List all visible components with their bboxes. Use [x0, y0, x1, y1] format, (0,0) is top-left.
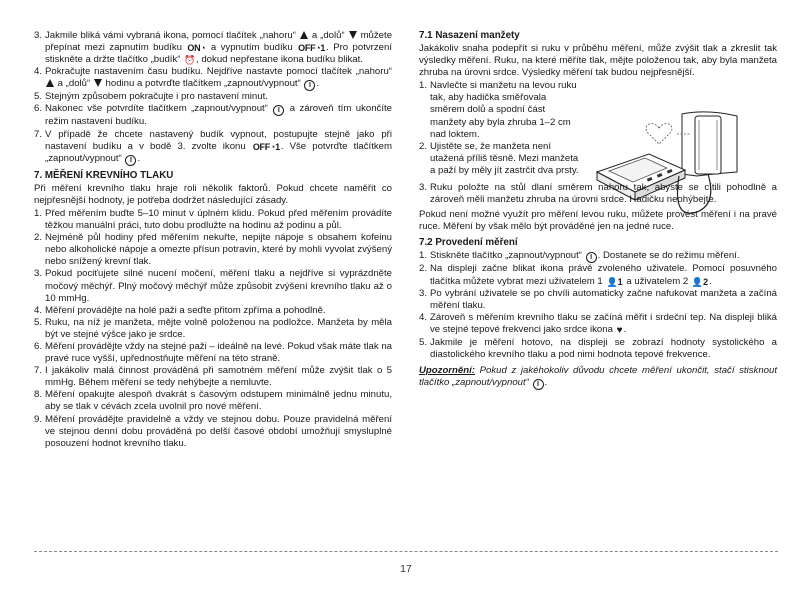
paragraph: Pokud není možné využít pro měření levou ruku, můžete provést měření i na pravé ruce. Měření by však mělo být prováděné jen na jedné ruce.: [419, 209, 777, 233]
user-2-icon: 👤2: [691, 276, 709, 287]
section-intro: Při měření krevního tlaku hraje roli několik faktorů. Pokud chcete naměřit co nejpřesnější hodnoty, je potřeba dodržet následující zásady.: [34, 182, 392, 206]
list-item: 6. Nakonec vše potvrdíte tlačítkem „zapnout/vypnout“ I a zároveň tím ukončíte režim nastavení budíku.: [34, 103, 392, 128]
section-intro: Jakákoliv snaha podepřít si ruku v průběhu měření, může zvýšit tlak a zkreslit tak výsledky měření. Ruku, na které měříte tlak, mějte položenou tak, aby byla manžeta zhruba na úrovni srdce. Výsledky měření tak budou nejpřesnější.: [419, 43, 777, 79]
list-item: 3. Jakmile bliká vámi vybraná ikona, pomocí tlačítek „nahoru“ a „dolů“ můžete přepínat mezi zapnutím budíku ON◔ a vypnutím budíku OFF◔1. Pro potvrzení stiskněte a držte tlačítko „budík“ ⏰, dokud nepřestane ikona budíku blikat.: [34, 30, 393, 66]
cuff-steps-list: [419, 80, 579, 177]
down-arrow-icon: [94, 79, 102, 87]
up-arrow-icon: [300, 31, 308, 39]
list-item: 7. I jakákoliv malá činnost prováděná při samotném měření může zvýšit tlak o 5 mmHg. Během měření se tedy nehýbejte a nemluvte.: [34, 365, 392, 389]
list-item: 8. Měření opakujte alespoň dvakrát s časovým odstupem minimálně jednu minutu, aby se tlak v cévách zcela uvolnil pro nové měření.: [34, 389, 392, 413]
list-item: 4. Zároveň s měřením krevního tlaku se začíná měřit i srdeční tep. Na displeji bliká ve stejné tepové frekvenci jako srdce ikona ♥.: [419, 311, 777, 336]
section-heading: 7.1 Nasazení manžety: [419, 30, 520, 41]
heart-icon: ♥: [616, 324, 623, 336]
list-item: 1. Před měřením buďte 5–10 minut v úplném klidu. Pokud před měřením provádíte těžkou manuální práci, tuto dobu prodlužte na hodinu až podinu a půl.: [34, 207, 392, 232]
alarm-clock-icon: ⏰: [184, 55, 196, 66]
section-heading: 7.2 Provedení měření: [419, 237, 518, 249]
alarm-off-icon: OFF◔1: [298, 43, 326, 54]
power-button-icon: I: [533, 379, 544, 390]
cuff-placement-illustration: [587, 94, 777, 234]
list-item: 1. Stiskněte tlačítko „zapnout/vypnout“ I . Dostanete se do režimu měření.: [419, 250, 740, 262]
list-item: 7. V případě že chcete nastavený budík vypnout, postupujte stejně jako při nastavení budíku a v bodě 3. zvolte ikonu OFF◔1. Vše potvrďte tlačítkem „zapnout/vypnout“ I .: [34, 128, 392, 164]
measurement-rules-list: [34, 208, 392, 450]
list-item: 2. Na displeji začne blikat ikona právě zvoleného uživatele. Pomocí posuvného tlačítka můžete vybrat mezi uživatelem 1 👤1 a uživatelem 2 👤2.: [419, 263, 777, 287]
warning-note: Upozornění: Pokud z jakéhokoliv důvodu chcete měření ukončit, stačí stisknout tlačítko „zapnout/vypnout“ I .: [419, 365, 777, 389]
user-1-icon: 👤1: [606, 276, 623, 287]
cuff-step-3: [419, 182, 777, 206]
list-item: 6. Měření provádějte vždy na stejné paži – ideálně na levé. Pokud však máte tlak na pravé ruce vyšší, upřednostňujte měření na této straně.: [34, 340, 392, 365]
alarm-steps-list: [34, 30, 392, 166]
list-item: 9. Měření provádějte pravidelně a vždy ve stejnou dobu. Pouze pravidelná měření ve stejnou denní dobu prováděná po delší časové období umožňují smysluplné posouzení hodnot krevního tlaku.: [34, 413, 392, 449]
list-item: 5. Stejným způsobem pokračujte i pro nastavení minut.: [34, 91, 268, 103]
left-column: [34, 30, 392, 450]
list-item: 3. Pokud pociťujete silné nucení močení, měření tlaku a nejdříve si vyprázdněte močový měchýř. Plný močový měchýř může způsobit zvýšení krevního tlaku až o 10 mmHg.: [34, 268, 392, 304]
alarm-off-icon: OFF◔1: [252, 141, 280, 152]
up-arrow-icon: [46, 79, 54, 87]
list-item: 4. Pokračujte nastavením času budíku. Nejdříve nastavte pomocí tlačítek „nahoru“ a „dolů“ hodinu a potvrďte tlačítkem „zapnout/vypnout“ I .: [34, 66, 392, 90]
power-button-icon: I: [304, 80, 315, 91]
section-heading: 7. MĚŘENÍ KREVNÍHO TLAKU: [34, 169, 174, 181]
list-item: 2. Nejméně půl hodiny před měřením nekuřte, nepijte nápoje s obsahem kofeinu nebo alkoholické nápoje a omezte přísun potravin, které by mohli vyvolat zvýšený nebo snížený krevní tlak.: [34, 232, 392, 268]
power-button-icon: I: [586, 252, 597, 263]
down-arrow-icon: [349, 31, 357, 39]
right-column: [419, 30, 777, 391]
alarm-on-icon: ON◔: [187, 43, 206, 54]
list-item: 1. Navlečte si manžetu na levou ruku tak, aby hadička směřovala směrem dolů a spodní část manžety aby byla zhruba 1–2 cm nad loktem.: [419, 80, 577, 140]
measurement-steps-list: [419, 250, 777, 361]
list-item: 5. Ruku, na níž je manžeta, mějte volně položenou na podložce. Manžeta by měla být ve stejné výšce jako je srdce.: [34, 316, 392, 340]
footer-divider: [34, 551, 778, 552]
page-number: 17: [400, 563, 412, 575]
list-item: 5. Jakmile je měření hotovo, na displeji se zobrazí hodnoty systolického a diastolického krevního tlaku a pod nimi hodnota tepové frekvence.: [419, 336, 777, 361]
power-button-icon: I: [125, 155, 136, 166]
list-item: 3. Ruku položte na stůl dlaní směrem nahoru tak, abyste se cítili pohodlně a zároveň měli manžetu zhruba na úrovni srdce. Hadičku neohýbejte.: [419, 182, 777, 206]
list-item: 4. Měření provádějte na holé paži a seďte přitom zpříma a pohodlně.: [34, 304, 326, 316]
list-item: 3. Po vybrání uživatele se po chvíli automaticky začne nafukovat manžeta a začíná měření tlaku.: [419, 287, 777, 311]
power-button-icon: I: [273, 105, 284, 116]
list-item: 2. Ujistěte se, že manžeta není utažená příliš těsně. Mezi manžeta a paží by měly jít zastrčit dva prsty.: [419, 140, 579, 176]
cuff-figure-block: [419, 80, 777, 177]
